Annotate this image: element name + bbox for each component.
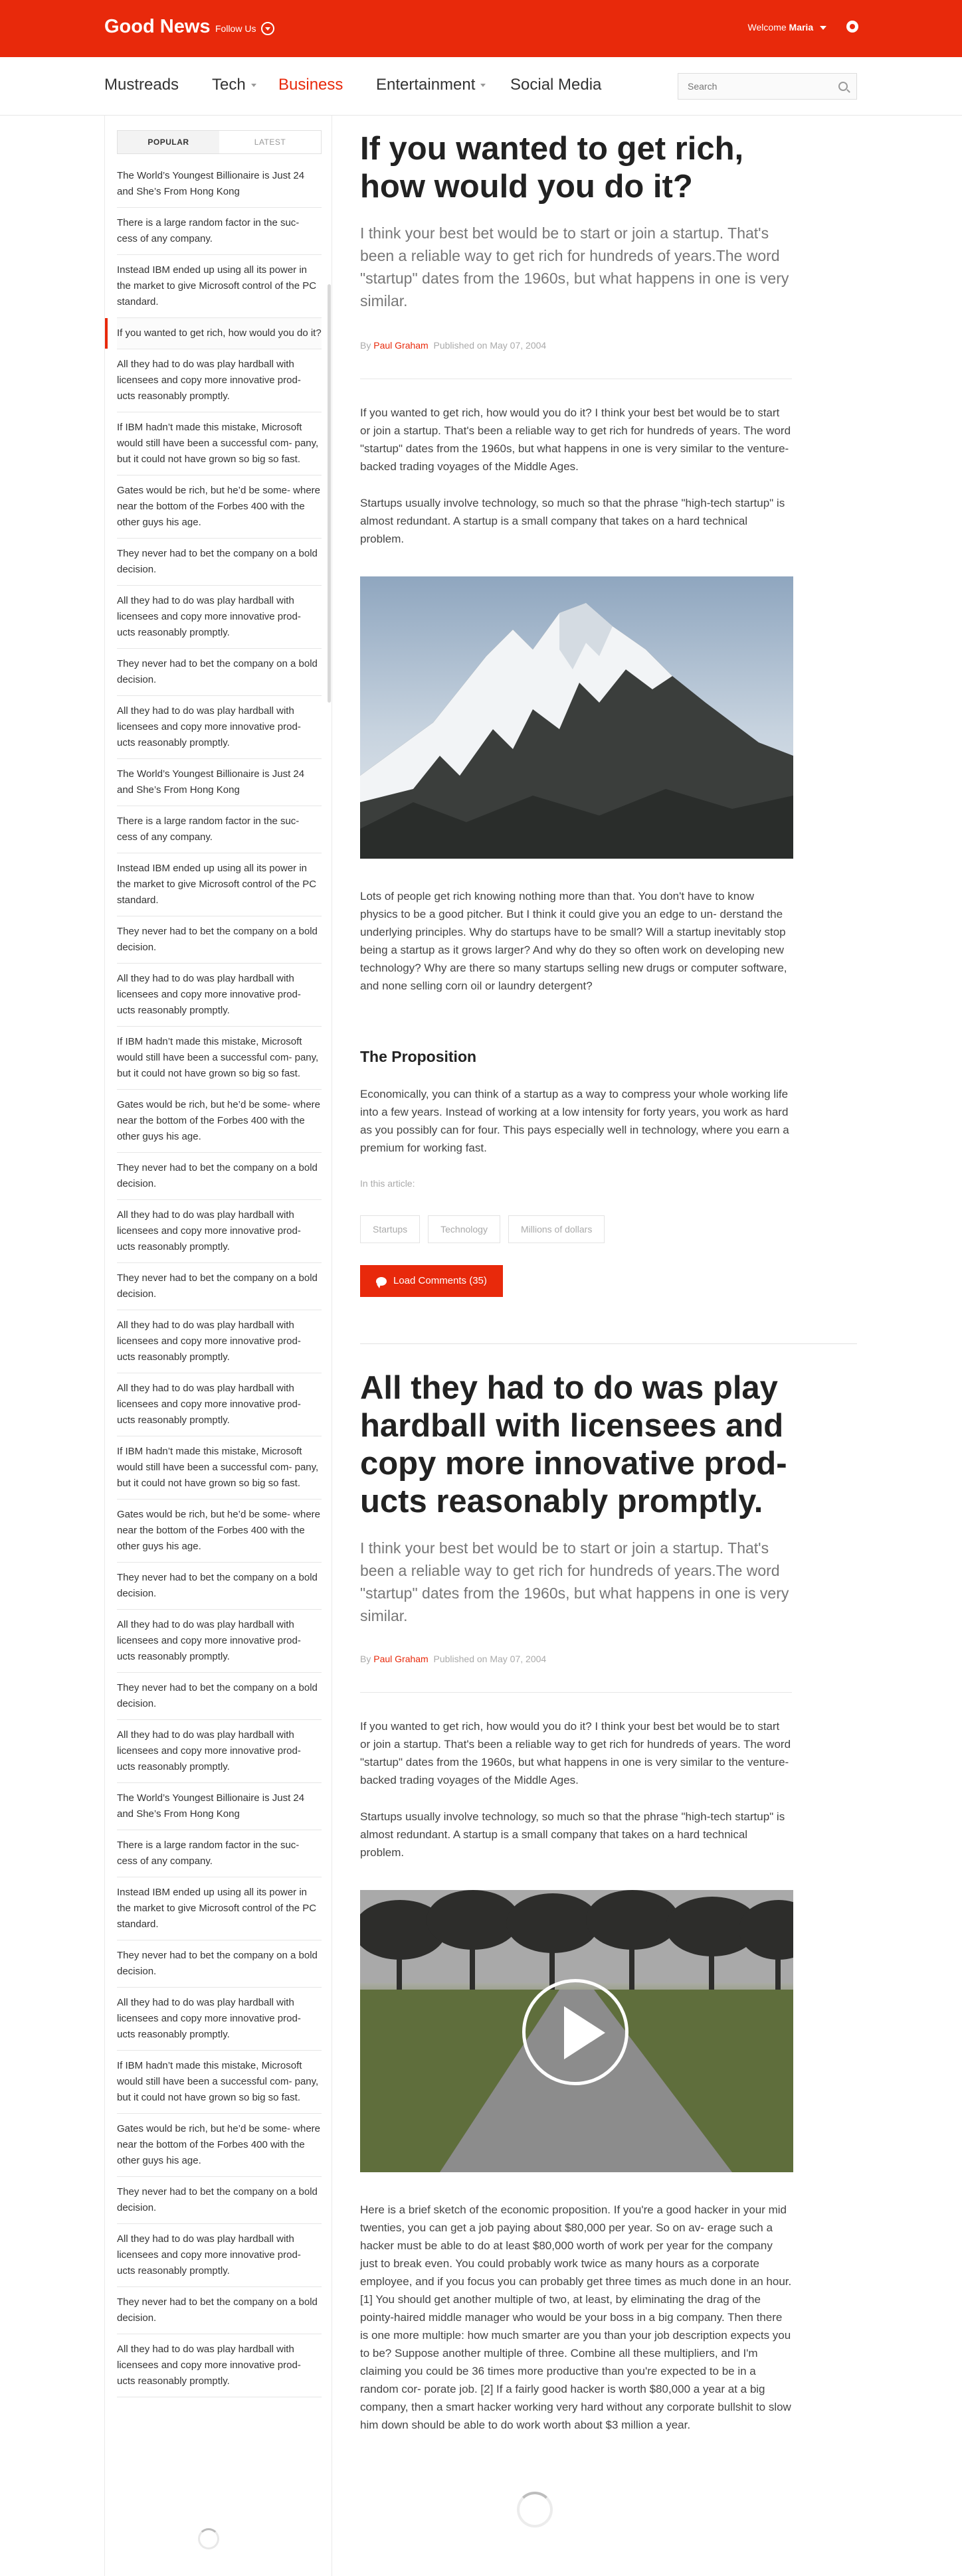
sidebar-list-item[interactable]: The World’s Youngest Billionaire is Just 24 and She’s From Hong Kong	[117, 161, 322, 208]
video-player[interactable]	[360, 1890, 793, 2172]
sidebar-list-item[interactable]: All they had to do was play hardball with licensees and copy more innovative prod- ucts reasonably promptly.	[117, 1373, 322, 1436]
mountain-illustration	[360, 576, 793, 859]
article-paragraph: If you wanted to get rich, how would you do it? I think your best bet would be to start or join a startup. That's been a reliable way to get rich for hundreds of years. The word "startup" dates from the 1960s, but what happens in one is very similar to the venture-backed trading voyages of the Middle Ages.	[360, 406, 791, 473]
tab-latest[interactable]: LATEST	[254, 137, 286, 147]
divider	[360, 1692, 792, 1693]
user-menu[interactable]	[748, 22, 826, 33]
sidebar-list-item[interactable]: They never had to bet the company on a bold decision.	[117, 2177, 322, 2224]
byline-by: By	[360, 1654, 371, 1664]
article-title[interactable]: If you wanted to get rich, how would you do it?	[360, 131, 744, 205]
sidebar-list-item[interactable]: All they had to do was play hardball with licensees and copy more innovative prod- ucts reasonably promptly.	[117, 2224, 322, 2287]
article-paragraph: Startups usually involve technology, so much so that the phrase "high-tech startup" is almost redundant. A startup is a small company that takes on a hard technical problem.	[360, 497, 785, 545]
tag-startups[interactable]: Startups	[360, 1215, 420, 1243]
search-input[interactable]	[678, 73, 857, 100]
main-nav	[0, 57, 962, 116]
gear-icon[interactable]	[846, 21, 858, 33]
sidebar-list	[117, 161, 322, 2397]
sidebar-list-item[interactable]: All they had to do was play hardball with licensees and copy more innovative prod- ucts reasonably promptly.	[117, 586, 322, 649]
byline	[360, 1654, 792, 1664]
load-comments-button[interactable]	[360, 1265, 503, 1297]
in-article-label: In this article:	[360, 1178, 415, 1189]
article-lead: I think your best bet would be to start or join a startup. That's been a reliable way to get rich for hundreds of years.The word "startup" dates from the 1960s, but what happens in one is very similar.	[360, 1539, 789, 1624]
article-paragraph: Startups usually involve technology, so much so that the phrase "high-tech startup" is almost redundant. A startup is a small company that takes on a hard technical problem.	[360, 1810, 785, 1859]
tab-popular[interactable]: POPULAR	[118, 131, 219, 153]
nav-item-entertainment-label: Entertainment	[376, 76, 476, 94]
sidebar-list-item[interactable]: They never had to bet the company on a bold decision.	[117, 649, 322, 696]
article-2	[360, 1369, 792, 1521]
chevron-down-icon	[261, 22, 274, 35]
tag-list	[360, 1215, 792, 1243]
article-paragraph: If you wanted to get rich, how would you do it? I think your best bet would be to start or join a startup. That's been a reliable way to get rich for hundreds of years. The word "startup" dates from the 1960s, but what happens in one is very similar to the venture-backed trading voyages of the Middle Ages.	[360, 1720, 791, 1786]
tag-millions-of-dollars[interactable]: Millions of dollars	[508, 1215, 605, 1243]
sidebar-list-item[interactable]: Gates would be rich, but he’d be some- where near the bottom of the Forbes 400 with the other guys his age.	[117, 1500, 322, 1563]
comments-row	[360, 1265, 792, 1297]
nav-item-business[interactable]: Business	[278, 76, 343, 94]
sidebar-list-item[interactable]: The World’s Youngest Billionaire is Just 24 and She’s From Hong Kong	[117, 1783, 322, 1830]
published-date: Published on May 07, 2004	[433, 340, 547, 351]
sidebar-list-item[interactable]: They never had to bet the company on a bold decision.	[117, 1263, 322, 1310]
author-link[interactable]: Paul Graham	[373, 340, 429, 351]
load-comments-label: Load Comments (35)	[393, 1275, 487, 1286]
sidebar-list-item[interactable]: All they had to do was play hardball with licensees and copy more innovative prod- ucts reasonably promptly.	[117, 1310, 322, 1373]
search-icon[interactable]	[838, 82, 848, 91]
article-paragraph: Lots of people get rich knowing nothing more than that. You don't have to know physics to be a good pitcher. But I think it could give you an edge to un- derstand the underlying principles. Why do startups have to be small? Will a startup inevitably stop being a startup as it grows larger? And why do they so often work on developing new technology? Why are there so many startups selling new drugs or computer software, and none selling corn oil or laundry detergent?	[360, 890, 787, 992]
sidebar-list-item[interactable]: Gates would be rich, but he’d be some- where near the bottom of the Forbes 400 with the other guys his age.	[117, 1090, 322, 1153]
sidebar-list-item[interactable]: Instead IBM ended up using all its power in the market to give Microsoft control of the PC standard.	[117, 255, 322, 318]
comment-bubble-icon	[376, 1277, 387, 1286]
sidebar-list-item[interactable]: They never had to bet the company on a bold decision.	[117, 1153, 322, 1200]
sidebar-list-item[interactable]: If IBM hadn’t made this mistake, Microsoft would still have been a successful com- pany, but it could not have grown so big so fast.	[117, 412, 322, 475]
nav-item-entertainment[interactable]	[376, 76, 486, 94]
byline	[360, 340, 792, 351]
sidebar-scrollbar[interactable]	[328, 284, 331, 703]
sidebar-list-item[interactable]: All they had to do was play hardball with licensees and copy more innovative prod- ucts reasonably promptly.	[117, 1200, 322, 1263]
loading-spinner-icon	[198, 2528, 219, 2549]
mountain-image	[360, 576, 793, 859]
sidebar-list-item[interactable]: All they had to do was play hardball with licensees and copy more innovative prod- ucts reasonably promptly.	[117, 2334, 322, 2397]
sidebar-list-item[interactable]: The World’s Youngest Billionaire is Just 24 and She’s From Hong Kong	[117, 759, 322, 806]
user-name: Maria	[789, 22, 814, 33]
follow-us-button[interactable]	[215, 22, 274, 35]
sidebar-list-item[interactable]: If IBM hadn’t made this mistake, Microsoft would still have been a successful com- pany, but it could not have grown so big so fast.	[117, 1436, 322, 1500]
follow-us-label: Follow Us	[215, 23, 256, 34]
sidebar	[104, 116, 332, 2576]
sidebar-list-item[interactable]: All they had to do was play hardball with licensees and copy more innovative prod- ucts reasonably promptly.	[117, 1720, 322, 1783]
published-date: Published on May 07, 2004	[433, 1654, 547, 1664]
sidebar-list-item[interactable]: Gates would be rich, but he’d be some- where near the bottom of the Forbes 400 with the other guys his age.	[117, 475, 322, 539]
article-title[interactable]: All they had to do was play hardball with licensees and copy more innovative prod- ucts reasonably promptly.	[360, 1370, 787, 1519]
tag-technology[interactable]: Technology	[428, 1215, 500, 1243]
sidebar-list-item[interactable]: They never had to bet the company on a bold decision.	[117, 539, 322, 586]
byline-by: By	[360, 340, 371, 351]
sidebar-list-item[interactable]: If IBM hadn’t made this mistake, Microsoft would still have been a successful com- pany, but it could not have grown so big so fast.	[117, 2051, 322, 2114]
section-heading: The Proposition	[360, 1048, 477, 1065]
sidebar-list-item[interactable]: All they had to do was play hardball with licensees and copy more innovative prod- ucts reasonably promptly.	[117, 349, 322, 412]
author-link[interactable]: Paul Graham	[373, 1654, 429, 1664]
caret-down-icon	[251, 84, 256, 87]
top-bar	[0, 0, 962, 57]
sidebar-tabs	[117, 130, 322, 154]
sidebar-list-item[interactable]: Gates would be rich, but he’d be some- where near the bottom of the Forbes 400 with the other guys his age.	[117, 2114, 322, 2177]
caret-down-icon	[820, 26, 826, 30]
sidebar-list-item[interactable]: They never had to bet the company on a bold decision.	[117, 1563, 322, 1610]
sidebar-list-item[interactable]: There is a large random factor in the suc- cess of any company.	[117, 1830, 322, 1877]
sidebar-list-item[interactable]: There is a large random factor in the suc- cess of any company.	[117, 806, 322, 853]
nav-item-social-media[interactable]: Social Media	[510, 76, 602, 94]
caret-down-icon	[480, 84, 486, 87]
nav-item-tech-label: Tech	[212, 76, 246, 94]
sidebar-list-item[interactable]: All they had to do was play hardball with licensees and copy more innovative prod- ucts reasonably promptly.	[117, 964, 322, 1027]
loading-spinner-icon	[517, 2492, 553, 2528]
sidebar-list-item[interactable]: If IBM hadn’t made this mistake, Microsoft would still have been a successful com- pany, but it could not have grown so big so fast.	[117, 1027, 322, 1090]
sidebar-list-item[interactable]: All they had to do was play hardball with licensees and copy more innovative prod- ucts reasonably promptly.	[117, 1610, 322, 1673]
article-separator	[360, 1343, 857, 1344]
article-paragraph: Here is a brief sketch of the economic proposition. If you're a good hacker in your mid twenties, you can get a job paying about $80,000 per year. So on av- erage such a hacker must be able to do at least $80,000 worth of work per year for the company just to break even. You could probably work twice as many hours as a corporate employee, and if you focus you can probably get three times as much done in an hour. [1] You should get another multiple of two, at least, by eliminating the drag of the pointy-haired middle manager who would be your boss in a big company. Then there is one more multiple: how much smarter are you than your job description expects you to be? Suppose another multiple of three. Combine all these multipliers, and I'm claiming you could be 36 times more productive than you're expected to be in a random cor- porate job. [2] If a fairly good hacker is worth $80,000 a year at a big company, then a smart hacker working very hard without any corporate bullshit to slow him down should be able to do work worth about $3 million a year.	[360, 2203, 792, 2431]
sidebar-list-item[interactable]: All they had to do was play hardball with licensees and copy more innovative prod- ucts reasonably promptly.	[117, 696, 322, 759]
sidebar-list-item[interactable]: They never had to bet the company on a bold decision.	[117, 1673, 322, 1720]
article-lead: I think your best bet would be to start or join a startup. That's been a reliable way to get rich for hundreds of years.The word "startup" dates from the 1960s, but what happens in one is very similar.	[360, 224, 789, 309]
sidebar-list-item[interactable]: They never had to bet the company on a bold decision.	[117, 1940, 322, 1988]
article-paragraph: Economically, you can think of a startup as a way to compress your whole working life into a few years. Instead of working at a low intensity for forty years, you work as hard as you possibly can for four. This pays especially well in technology, where you earn a premium for working fast.	[360, 1088, 789, 1154]
nav-item-tech[interactable]	[212, 76, 256, 94]
sidebar-list-item[interactable]: There is a large random factor in the suc- cess of any company.	[117, 208, 322, 255]
play-icon[interactable]	[522, 1979, 628, 2085]
welcome-label: Welcome	[747, 22, 787, 33]
nav-item-mustreads[interactable]: Mustreads	[104, 76, 179, 94]
sidebar-list-item[interactable]: If you wanted to get rich, how would you do it?	[117, 318, 322, 349]
sidebar-list-item[interactable]: Instead IBM ended up using all its power in the market to give Microsoft control of the PC standard.	[117, 1877, 322, 1940]
sidebar-list-item[interactable]: They never had to bet the company on a bold decision.	[117, 2287, 322, 2334]
article-1	[360, 130, 792, 206]
brand-logo[interactable]: Good News	[104, 16, 211, 37]
sidebar-list-item[interactable]: They never had to bet the company on a bold decision.	[117, 916, 322, 964]
sidebar-list-item[interactable]: All they had to do was play hardball with licensees and copy more innovative prod- ucts reasonably promptly.	[117, 1988, 322, 2051]
sidebar-list-item[interactable]: Instead IBM ended up using all its power in the market to give Microsoft control of the PC standard.	[117, 853, 322, 916]
